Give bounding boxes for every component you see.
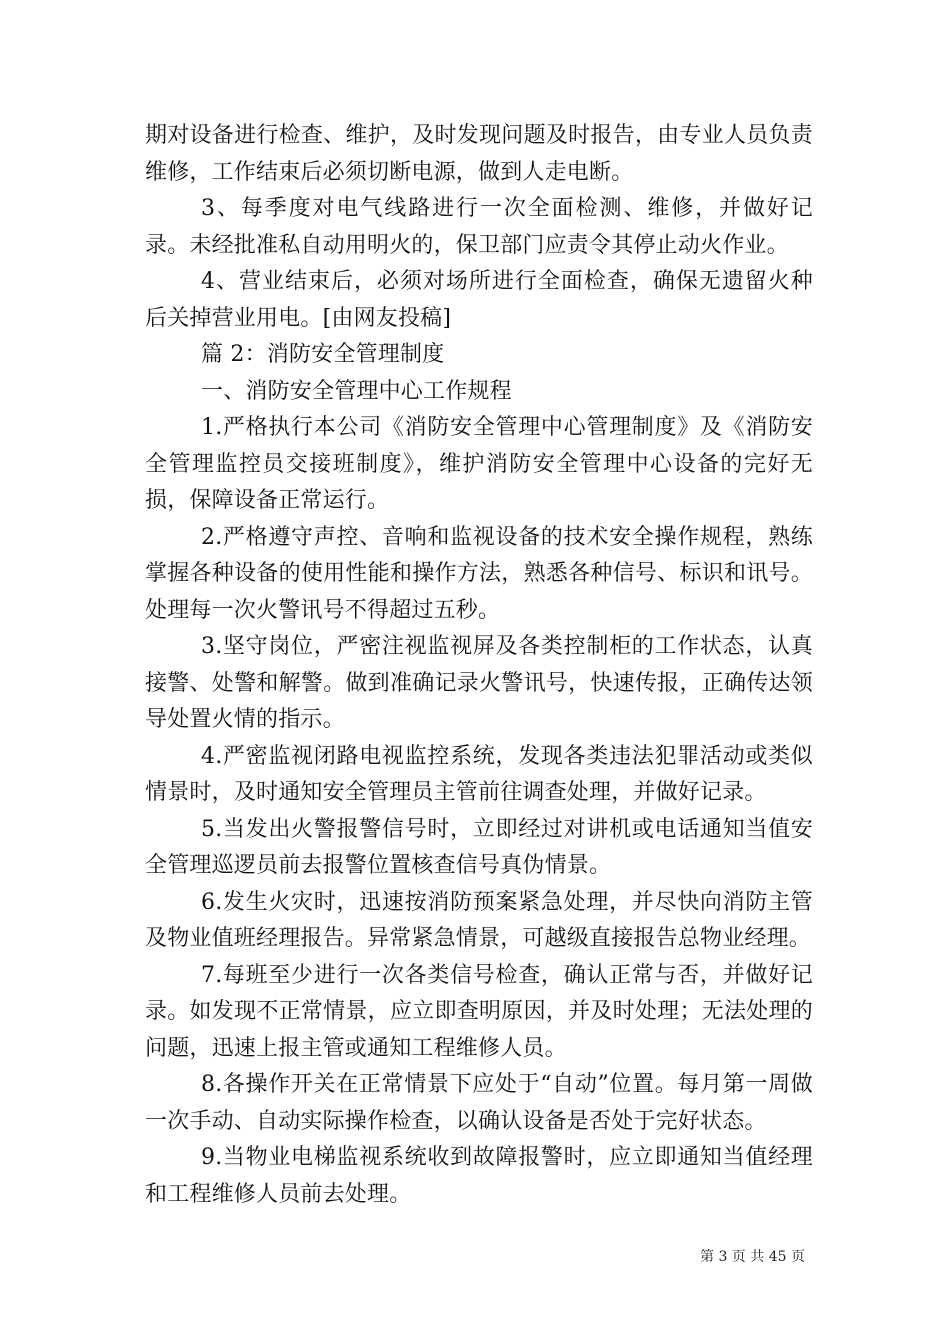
- page-number: 第 3 页 共 45 页: [700, 1249, 805, 1265]
- rule-2: 2.严格遵守声控、音响和监视设备的技术安全操作规程，熟练掌握各种设备的使用性能和操作方法，熟悉各种信号、标识和讯号。处理每一次火警讯号不得超过五秒。: [145, 524, 813, 623]
- rule-4: 4.严密监视闭路电视监控系统，发现各类违法犯罪活动或类似情景时，及时通知安全管理员主管前往调查处理，并做好记录。: [145, 743, 813, 805]
- rule-8: 8.各操作开关在正常情景下应处于“自动”位置。每月第一周做一次手动、自动实际操作检查，以确认设备是否处于完好状态。: [145, 1072, 813, 1134]
- paragraph-item-3: 3、每季度对电气线路进行一次全面检测、维修，并做好记录。未经批准私自动用明火的，保卫部门应责令其停止动火作业。: [145, 196, 813, 258]
- rule-9: 9.当物业电梯监视系统收到故障报警时，应立即通知当值经理和工程维修人员前去处理。: [145, 1145, 813, 1207]
- rule-6: 6.发生火灾时，迅速按消防预案紧急处理，并尽快向消防主管及物业值班经理报告。异常紧急情景，可越级直接报告总物业经理。: [145, 889, 813, 951]
- rule-5: 5.当发出火警报警信号时，立即经过对讲机或电话通知当值安全管理巡逻员前去报警位置核查信号真伪情景。: [145, 816, 813, 878]
- rule-3: 3.坚守岗位，严密注视监视屏及各类控制柜的工作状态，认真接警、处警和解警。做到准确记录火警讯号，快速传报，正确传达领导处置火情的指示。: [145, 634, 813, 732]
- section-heading: 篇 2：消防安全管理制度: [201, 342, 445, 367]
- rule-1: 1.严格执行本公司《消防安全管理中心管理制度》及《消防安全管理监控员交接班制度》，维护消防安全管理中心设备的完好无损，保障设备正常运行。: [145, 415, 813, 513]
- paragraph-continued: 期对设备进行检查、维护，及时发现问题及时报告，由专业人员负责维修，工作结束后必须切断电源，做到人走电断。: [145, 123, 813, 185]
- paragraph-item-4: 4、营业结束后，必须对场所进行全面检查，确保无遗留火种后关掉营业用电。[由网友投稿]: [145, 269, 813, 331]
- subsection-heading: 一、消防安全管理中心工作规程: [201, 378, 512, 404]
- document-body: [145, 118, 813, 1213]
- rule-7: 7.每班至少进行一次各类信号检查，确认正常与否，并做好记录。如发现不正常情景，应立即查明原因，并及时处理；无法处理的问题，迅速上报主管或通知工程维修人员。: [145, 962, 813, 1061]
